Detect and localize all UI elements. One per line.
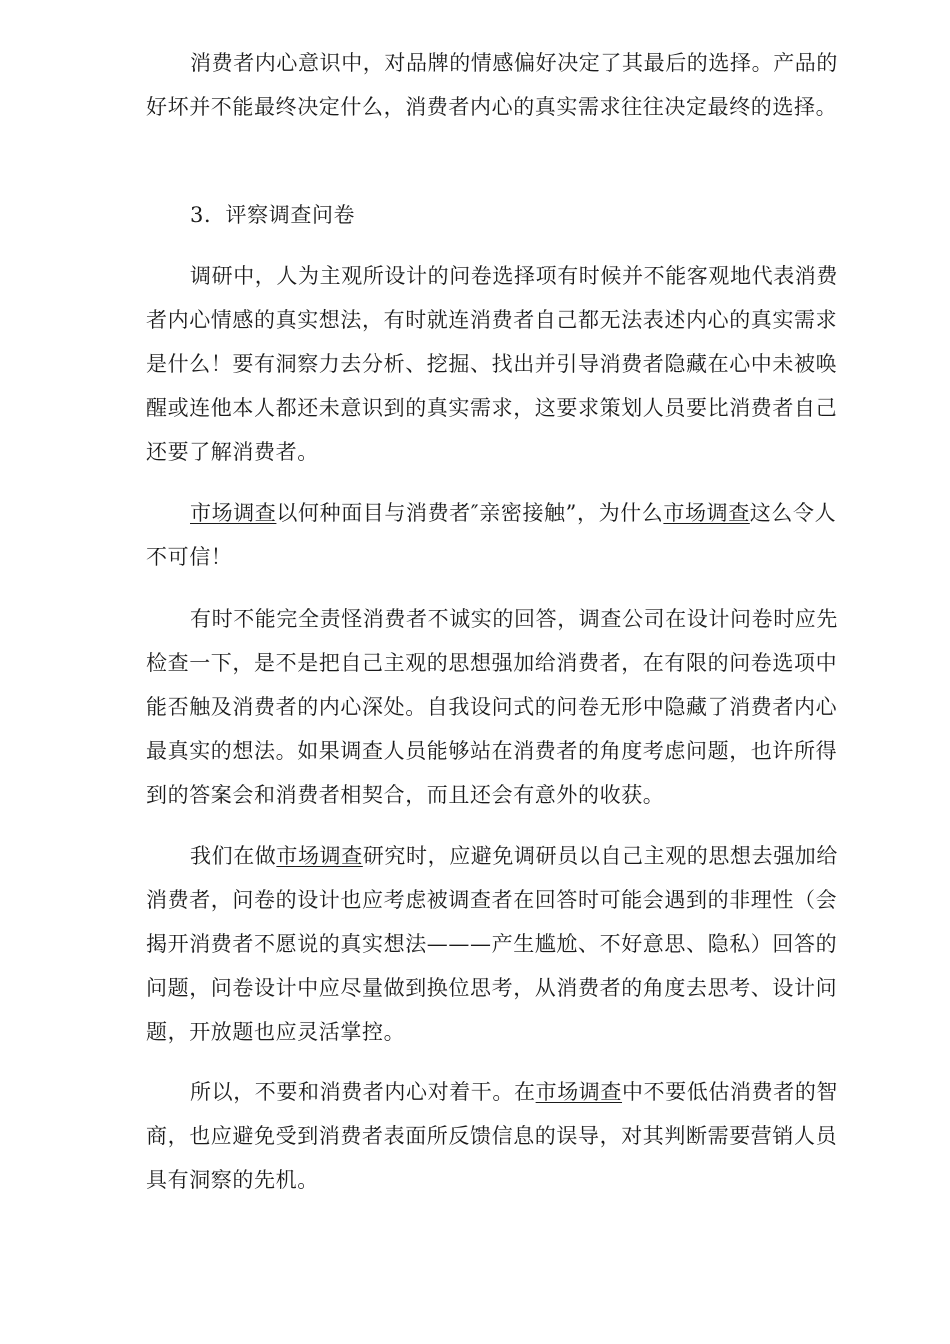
text-line: 还要了解消费者。 <box>146 440 319 464</box>
market-research-link[interactable]: 市场调查 <box>190 501 277 525</box>
market-research-link[interactable]: 市场调查 <box>663 501 750 525</box>
text-line <box>146 491 876 535</box>
text-line: 题，开放题也应灵活掌控。 <box>146 1020 406 1044</box>
section-heading <box>146 193 876 237</box>
market-research-link[interactable]: 市场调查 <box>535 1080 623 1104</box>
paragraph-research-practice <box>146 834 876 1054</box>
text-line: 商，也应避免受到消费者表面所反馈信息的误导，对其判断需要营销人员 <box>146 1124 838 1148</box>
text-line: 醒或连他本人都还未意识到的真实需求，这要求策划人员要比消费者自己 <box>146 396 838 420</box>
text-line: 者内心情感的真实想法，有时就连消费者自己都无法表述内心的真实需求 <box>146 308 838 332</box>
text-segment: 以何种面目与消费者″亲密接触”，为什么 <box>276 501 664 525</box>
text-line: 最真实的想法。如果调查人员能够站在消费者的角度考虑问题，也许所得 <box>146 739 838 763</box>
text-line: 到的答案会和消费者相契合，而且还会有意外的收获。 <box>146 783 665 807</box>
text-line: 好坏并不能最终决定什么，消费者内心的真实需求往往决定最终的选择。 <box>146 95 838 119</box>
text-line: 是什么！要有洞察力去分析、挖掘、找出并引导消费者隐藏在心中未被唤 <box>146 352 838 376</box>
text-segment: 所以，不要和消费者内心对着干。在 <box>190 1080 536 1104</box>
text-line: 能否触及消费者的内心深处。自我设问式的问卷无形中隐藏了消费者内心 <box>146 695 838 719</box>
paragraph-brand-preference <box>146 41 876 129</box>
text-segment: 研究时，应避免调研员以自己主观的思想去强加给 <box>362 844 839 868</box>
paragraph-conclusion <box>146 1070 876 1202</box>
text-segment: 这么令人 <box>749 501 837 525</box>
paragraph-survey-design <box>146 597 876 817</box>
text-line: 消费者内心意识中，对品牌的情感偏好决定了其最后的选择。产品的 <box>190 51 838 75</box>
text-line <box>146 834 876 878</box>
text-line: 有时不能完全责怪消费者不诚实的回答，调查公司在设计问卷时应先 <box>190 607 838 631</box>
text-line: 不可信！ <box>146 545 233 569</box>
market-research-link[interactable]: 市场调查 <box>276 844 363 868</box>
text-line: 揭开消费者不愿说的真实想法———产生尴尬、不好意思、隐私）回答的 <box>146 932 838 956</box>
text-line: 具有洞察的先机。 <box>146 1168 319 1192</box>
text-line <box>146 1070 876 1114</box>
text-line: 消费者，问卷的设计也应考虑被调查者在回答时可能会遇到的非理性（会 <box>146 888 838 912</box>
paragraph-questionnaire-subjectivity <box>146 254 876 474</box>
text-line: 检查一下，是不是把自己主观的思想强加给消费者，在有限的问卷选项中 <box>146 651 838 675</box>
text-segment: 我们在做 <box>190 844 277 868</box>
section-heading-text: 3．评察调查问卷 <box>190 203 356 227</box>
text-line: 问题，问卷设计中应尽量做到换位思考，从消费者的角度去思考、设计问 <box>146 976 838 1000</box>
text-line: 调研中，人为主观所设计的问卷选择项有时候并不能客观地代表消费 <box>190 264 838 288</box>
text-segment: 中不要低估消费者的智 <box>622 1080 839 1104</box>
paragraph-market-research-question <box>146 491 876 579</box>
